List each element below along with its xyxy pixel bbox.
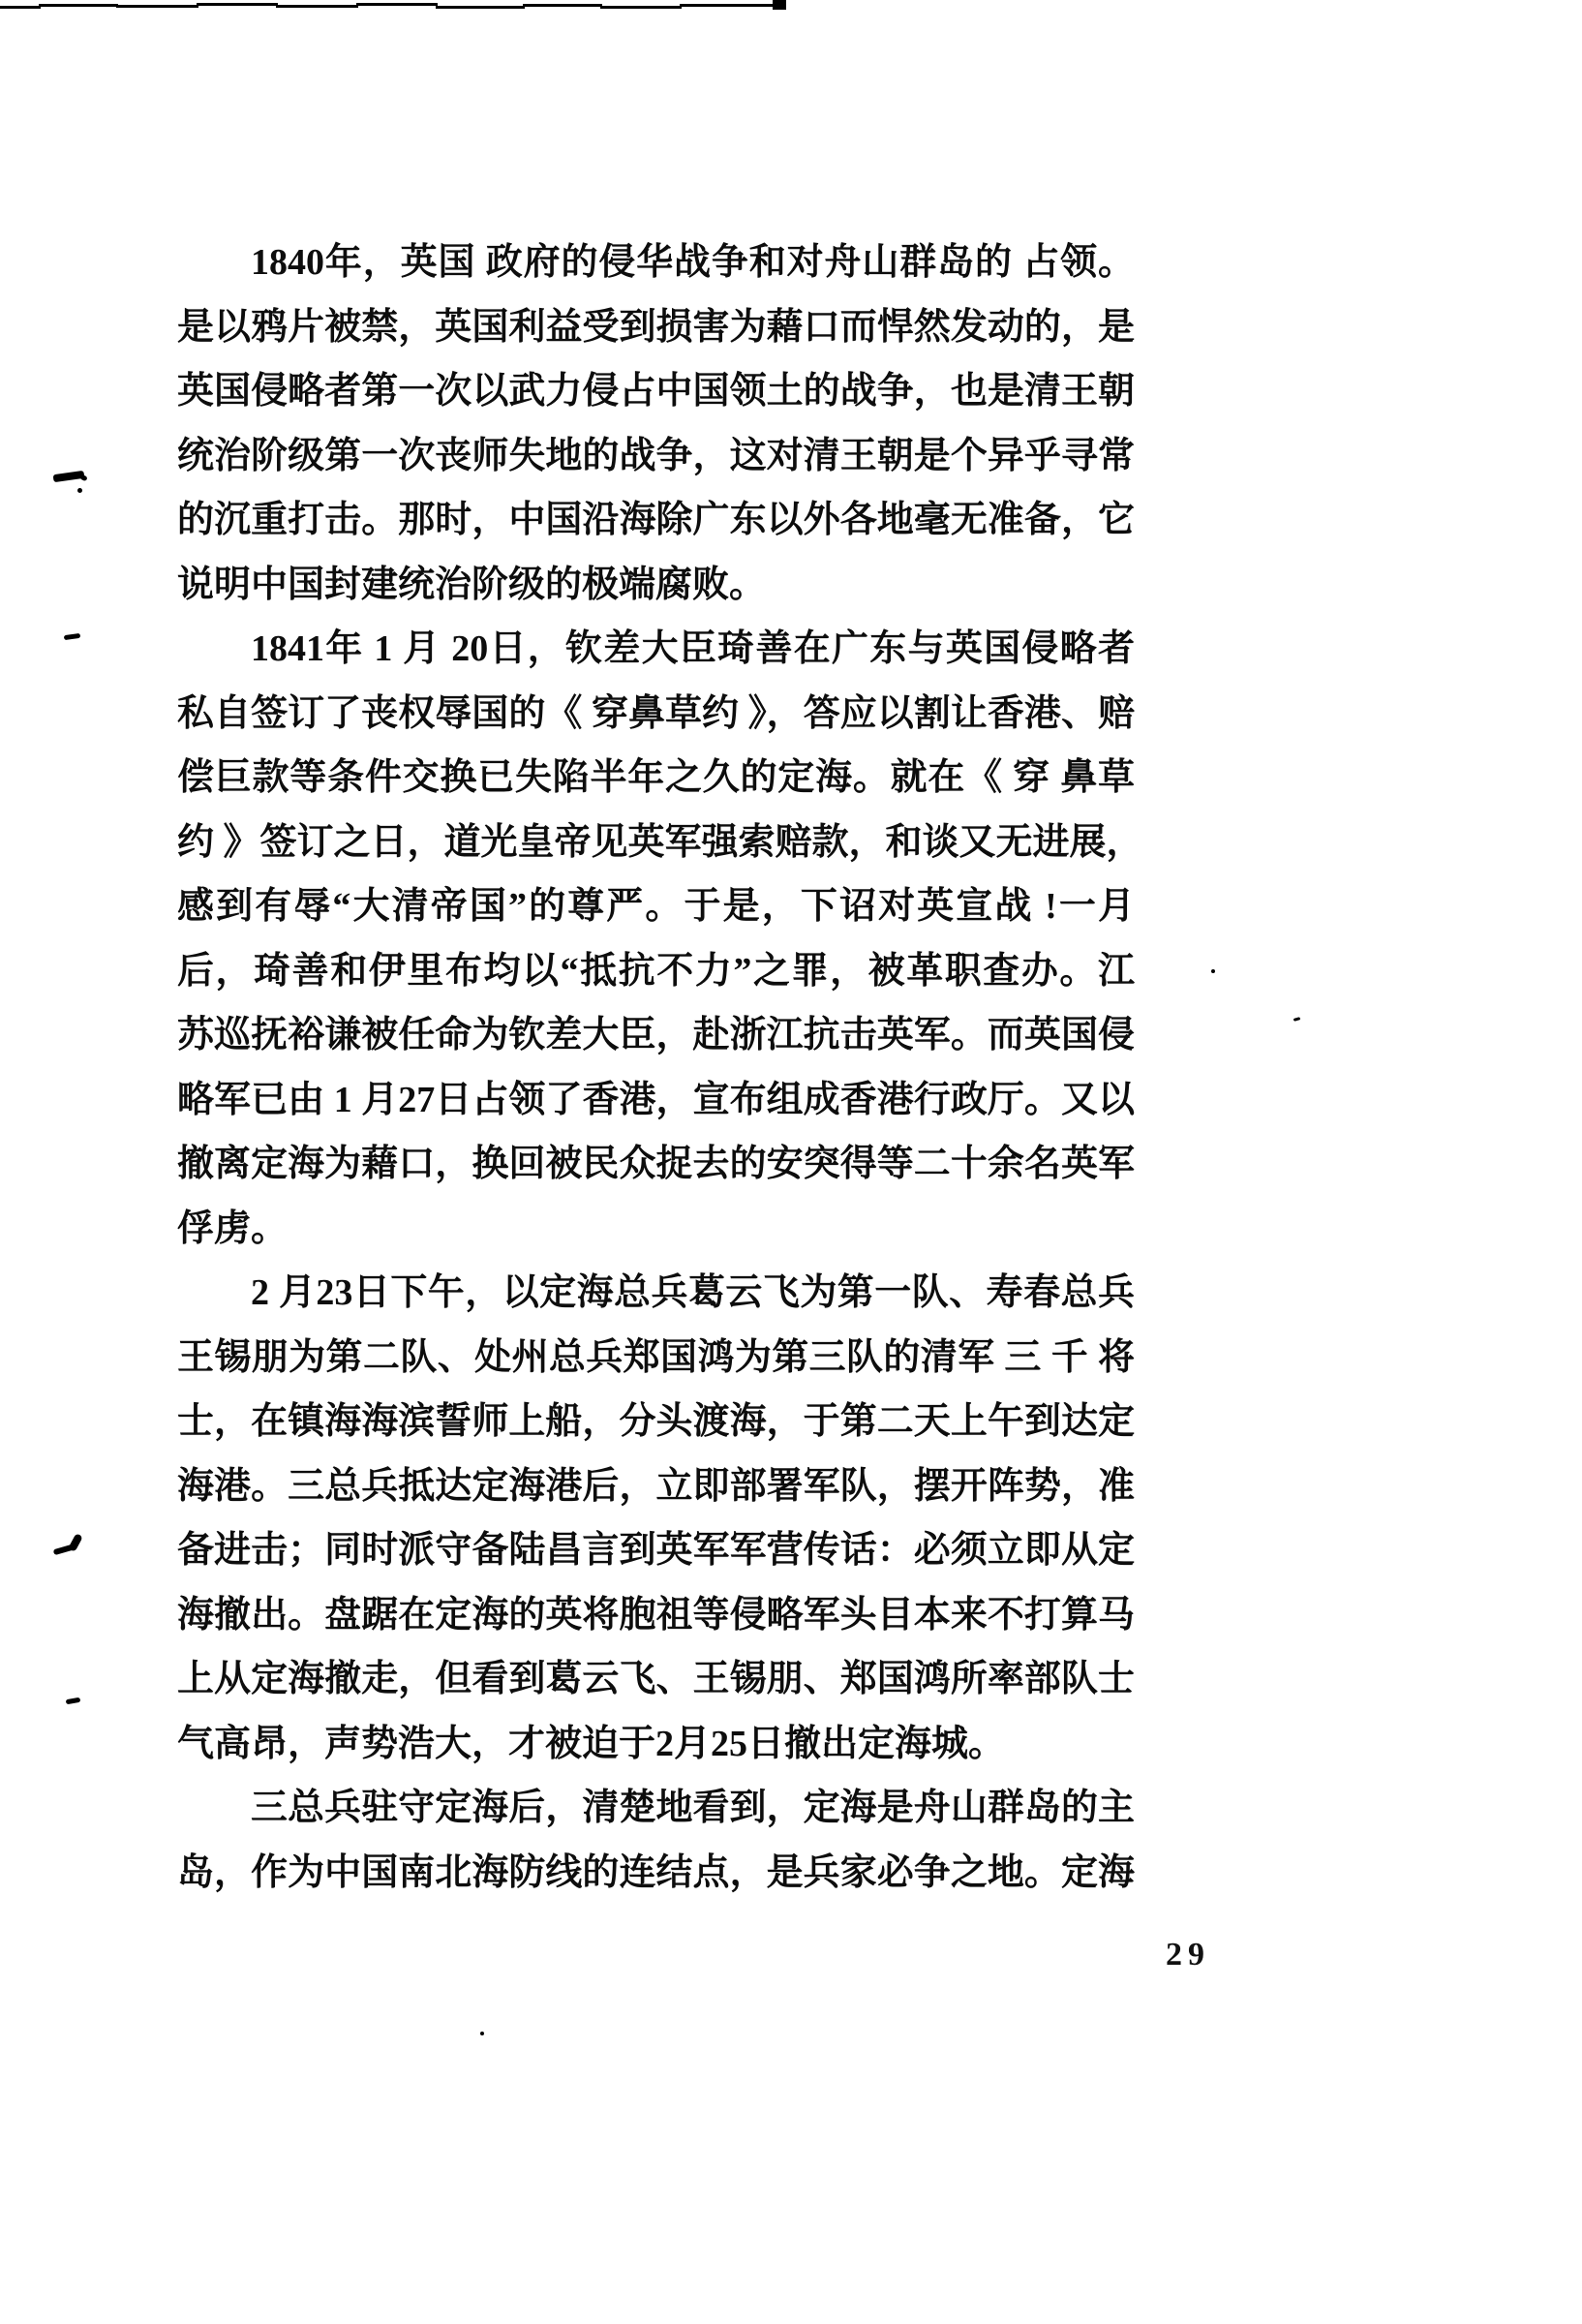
text-line: 英国侵略者第一次以武力侵占中国领土的战争，也是清王朝 (177, 371, 1135, 412)
text-line: 岛，作为中国南北海防线的连结点，是兵家必争之地。定海 (177, 1851, 1135, 1893)
text-line: 三总兵驻守定海后，清楚地看到，定海是舟山群岛的主 (251, 1788, 1135, 1828)
text-line: 感到有辱“大清帝国”的尊严。于是，下诏对英宣战 !一月 (177, 886, 1135, 927)
ink-mark (64, 633, 81, 640)
text-line: 海港。三总兵抵达定海港后，立即部署军队，摆开阵势，准 (177, 1465, 1135, 1507)
text-line: 偿巨款等条件交换已失陷半年之久的定海。就在《 穿 鼻草 (177, 757, 1135, 798)
text-line: 1841年 1 月 20日，钦差大臣琦善在广东与英国侵略者 (251, 628, 1135, 669)
ink-mark (77, 488, 82, 493)
text-line: 上从定海撤走，但看到葛云飞、王锡朋、郑国鸿所率部队士 (177, 1659, 1135, 1699)
text-line: 备进击；同时派守备陆昌言到英军军营传话：必须立即从定 (177, 1530, 1135, 1571)
ink-mark (66, 1697, 81, 1705)
scan-artifact-top-edge (0, 0, 1582, 14)
ink-mark (79, 474, 87, 481)
text-line: 苏巡抚裕谦被任命为钦差大臣，赴浙江抗击英军。而英国侵 (177, 1015, 1135, 1055)
text-line: 气高昂，声势浩大，才被迫于2月25日撤出定海城。 (177, 1723, 1006, 1764)
text-line: 统治阶级第一次丧师失地的战争，这对清王朝是个异乎寻常 (177, 435, 1135, 476)
text-line: 士，在镇海海滨誓师上船，分头渡海，于第二天上午到达定 (177, 1401, 1135, 1442)
ink-mark (68, 1533, 83, 1552)
text-line: 撤离定海为藉口，换回被民众捉去的安突得等二十余名英军 (177, 1144, 1135, 1184)
ink-mark (480, 2032, 484, 2035)
text-line: 的沉重打击。那时，中国沿海除广东以外各地毫无准备，它 (177, 500, 1135, 540)
text-line: 是以鸦片被禁，英国利益受到损害为藉口而悍然发动的，是 (177, 306, 1135, 348)
text-line: 海撤出。盘踞在定海的英将胞祖等侵略军头目本来不打算马 (177, 1594, 1135, 1636)
text-line: 说明中国封建统治阶级的极端腐败。 (177, 564, 767, 605)
ink-mark (1293, 1017, 1301, 1022)
text-line: 俘虏。 (177, 1208, 289, 1249)
text-line: 王锡朋为第二队、处州总兵郑国鸿为第三队的清军 三 千 将 (177, 1336, 1135, 1378)
text-line: 私自签订了丧权辱国的《 穿鼻草约 》，答应以割让香港、赔 (177, 692, 1135, 734)
text-line: 2 月23日下午，以定海总兵葛云飞为第一队、寿春总兵 (251, 1272, 1135, 1313)
text-line: 略军已由 1 月27日占领了香港，宣布组成香港行政厅。又以 (177, 1079, 1135, 1120)
page-number: 29 (1166, 1937, 1210, 1972)
text-block (177, 230, 1143, 1905)
ink-mark (1211, 969, 1215, 973)
text-line: 1840年，英国 政府的侵华战争和对舟山群岛的 占领。 (251, 242, 1135, 283)
text-line: 约 》签订之日，道光皇帝见英军强索赔款，和谈又无进展， (177, 821, 1143, 863)
text-line: 后，琦善和伊里布均以“抵抗不力”之罪，被革职查办。江 (177, 950, 1135, 992)
